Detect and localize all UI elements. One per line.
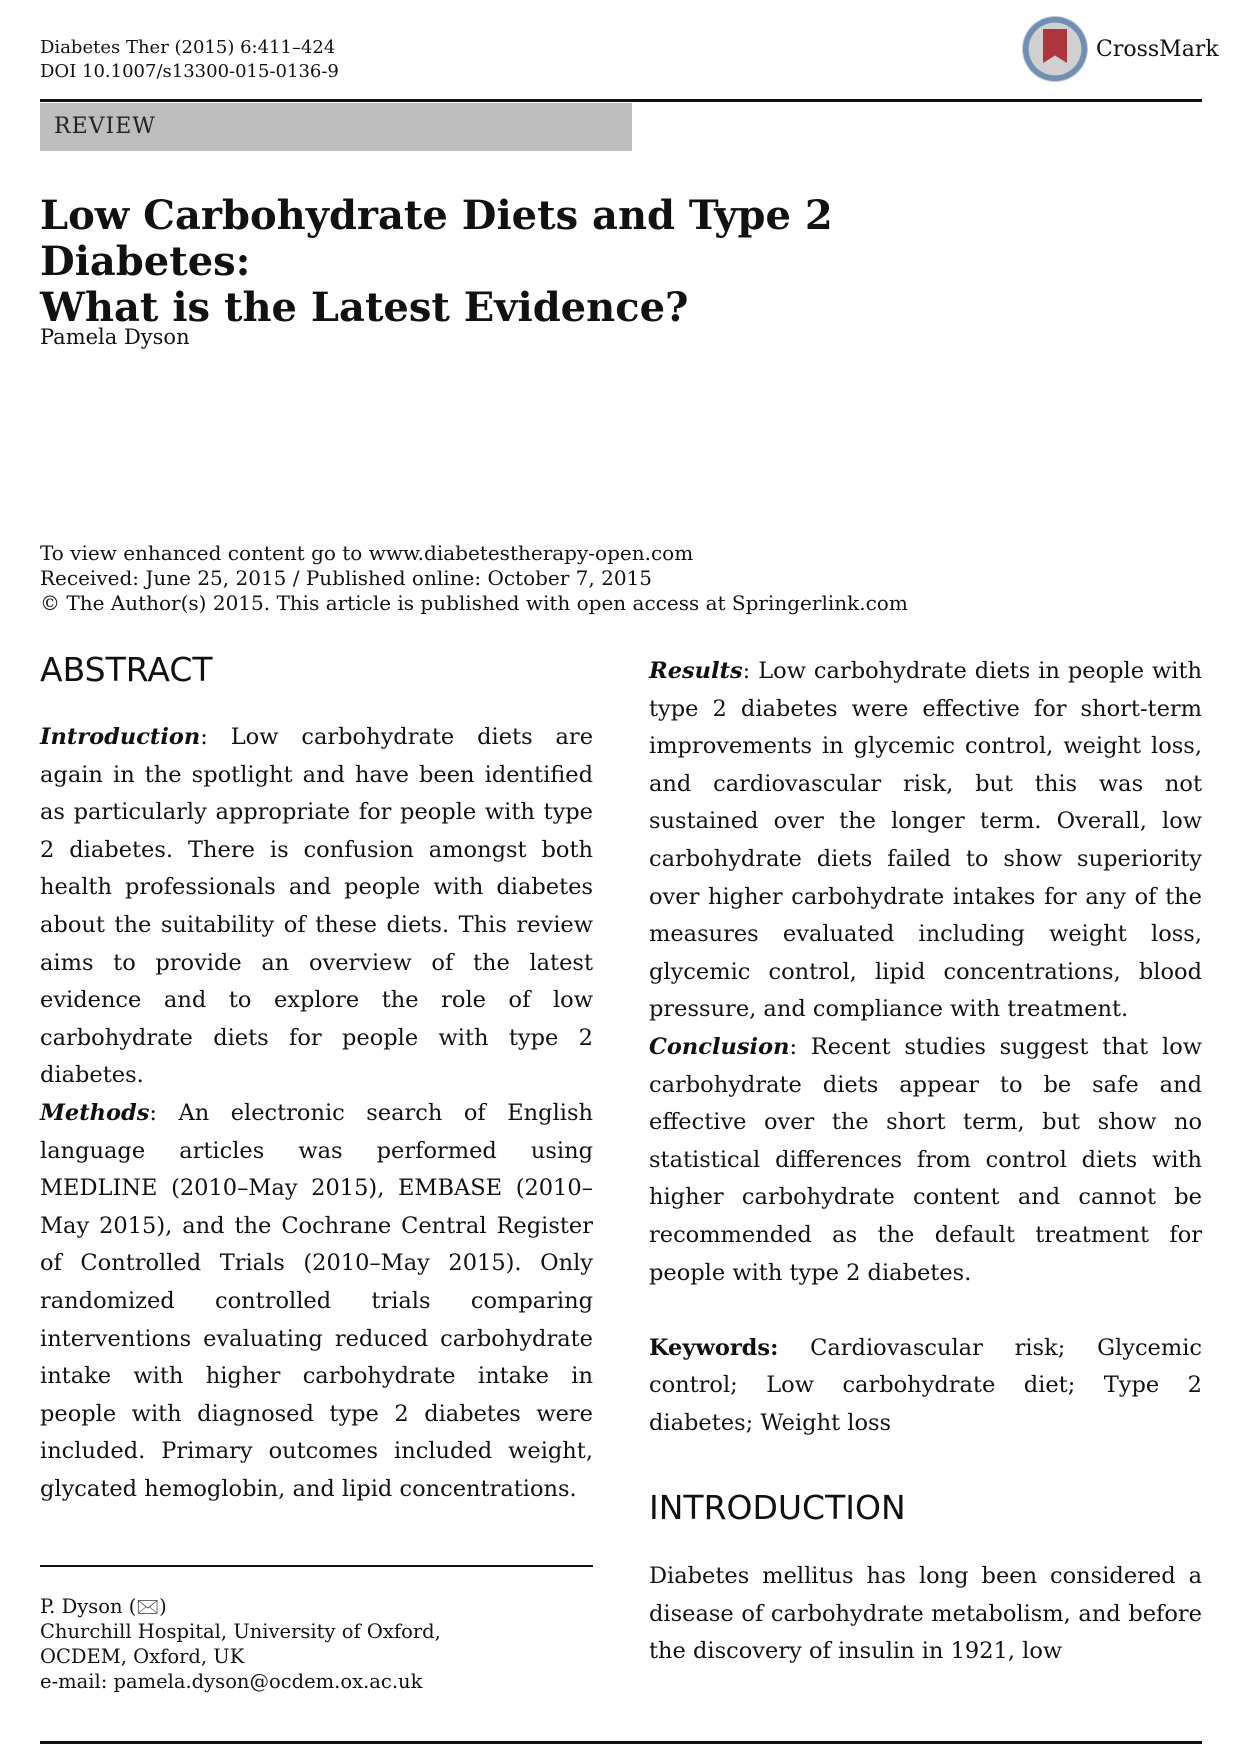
keywords-text: Cardiovascular risk; Glycemic control; Low carbohydrate diet; Type 2 diabetes; Weight loss [649, 1334, 1203, 1436]
correspondence-name: P. Dyson (🖂) [40, 1595, 167, 1618]
affiliation-line-2: OCDEM, Oxford, UK [40, 1645, 245, 1668]
affiliation-line-1: Churchill Hospital, University of Oxford, [40, 1620, 441, 1643]
article-dates: Received: June 25, 2015 / Published online: October 7, 2015 [40, 566, 653, 590]
methods-label: Methods [40, 1099, 150, 1126]
author-name: Pamela Dyson [40, 325, 190, 349]
title-line-2: What is the Latest Evidence? [40, 284, 689, 331]
article-title [40, 193, 1040, 331]
abstract-results: Results: Low carbohydrate diets in people with type 2 diabetes were effective for short-term improvements in glycemic control, weight loss, and cardiovascular risk, but this was not sustained over the longer term. Overall, low carbohydrate diets failed to show superiority over higher carbohydrate intakes for any of the measures evaluated including weight loss, glycemic control, lipid concentrations, blood pressure, and compliance with treatment. [649, 658, 1203, 1023]
title-line-1: Low Carbohydrate Diets and Type 2 Diabetes: [40, 192, 833, 285]
results-text: Low carbohydrate diets in people with type 2 diabetes were effective for short-term improvements in glycemic control, weight loss, and cardiovascular risk, but this was not sustained over the longer term. Overall, low carbohydrate diets failed to show superiority over higher carbohydrate intakes for any of the measures evaluated including weight loss, glycemic control, lipid concentrations, blood pressure, and compliance with treatment. [649, 658, 1203, 1023]
conclusion-text: Recent studies suggest that low carbohydrate diets appear to be safe and effective over the short term, but show no statistical differences from control diets with higher carbohydrate content and cannot be recommended as the default treatment for people with type 2 diabetes. [649, 1033, 1202, 1286]
crossmark-label[interactable]: CrossMark [1096, 37, 1219, 62]
abstract-right-column [649, 653, 1202, 1442]
journal-citation: Diabetes Ther (2015) 6:411–424 [40, 37, 336, 58]
conclusion-label: Conclusion [649, 1033, 790, 1060]
copyright-notice: © The Author(s) 2015. This article is published with open access at Springerlink.com [40, 591, 908, 615]
results-label: Results [649, 658, 743, 684]
abstract-left-column [40, 719, 593, 1508]
abstract-introduction: Introduction: Low carbohydrate diets are again in the spotlight and have been identified as particularly appropriate for people with type 2 diabetes. There is confusion amongst both health professionals and people with diabetes about the suitability of these diets. This review aims to provide an overview of the latest evidence and to explore the role of low carbohydrate diets for people with type 2 diabetes. [40, 724, 594, 1089]
methods-text: An electronic search of English language articles was performed using MEDLINE (2010–May 2015), EMBASE (2010–May 2015), and the Cochrane Central Register of Controlled Trials (2010–May 2015). Only randomized controlled trials comparing interventions evaluating reduced carbohydrate intake with higher carbohydrate intake in people with diagnosed type 2 diabetes were included. Primary outcomes included weight, glycated hemoglobin, and lipid concentrations. [40, 1099, 593, 1502]
keywords [649, 1330, 1202, 1443]
spacer [649, 1292, 1202, 1330]
introduction-text: Diabetes mellitus has long been considered a disease of carbohydrate metabolism, and before the discovery of insulin in 1921, low [649, 1563, 1202, 1665]
abstract-heading: ABSTRACT [40, 650, 213, 689]
abstract-methods: Methods: An electronic search of English language articles was performed using MEDLINE (2010–May 2015), EMBASE (2010–May 2015), and the Cochrane Central Register of Controlled Trials (2010–May 2015). Only randomized controlled trials comparing interventions evaluating reduced carbohydrate intake with higher carbohydrate intake in people with diagnosed type 2 diabetes were included. Primary outcomes included weight, glycated hemoglobin, and lipid concentrations. [40, 1099, 593, 1502]
keywords-label: Keywords: [649, 1334, 779, 1361]
abstract-conclusion: Conclusion: Recent studies suggest that low carbohydrate diets appear to be safe and effective over the short term, but show no statistical differences from control diets with higher carbohydrate content and cannot be recommended as the default treatment for people with type 2 diabetes. [649, 1033, 1202, 1286]
article-type-label: REVIEW [54, 114, 156, 139]
footer-rule [40, 1741, 1202, 1744]
footnote-rule [40, 1565, 593, 1567]
introduction-text: Low carbohydrate diets are again in the spotlight and have been identified as particularly appropriate for people with type 2 diabetes. There is confusion amongst both health professionals and people with diabetes about the suitability of these diets. This review aims to provide an overview of the latest evidence and to explore the role of low carbohydrate diets for people with type 2 diabetes. [40, 724, 594, 1089]
header-rule [40, 99, 1202, 102]
crossmark-icon[interactable] [1022, 16, 1088, 82]
envelope-icon[interactable]: 🖂 [136, 1595, 160, 1618]
doi[interactable]: DOI 10.1007/s13300-015-0136-9 [40, 61, 339, 82]
introduction-label: Introduction [40, 724, 201, 750]
introduction-heading: INTRODUCTION [649, 1488, 906, 1527]
correspondence-email[interactable]: e-mail: pamela.dyson@ocdem.ox.ac.uk [40, 1670, 423, 1693]
enhanced-content-link[interactable]: To view enhanced content go to www.diabetestherapy-open.com [40, 541, 694, 565]
